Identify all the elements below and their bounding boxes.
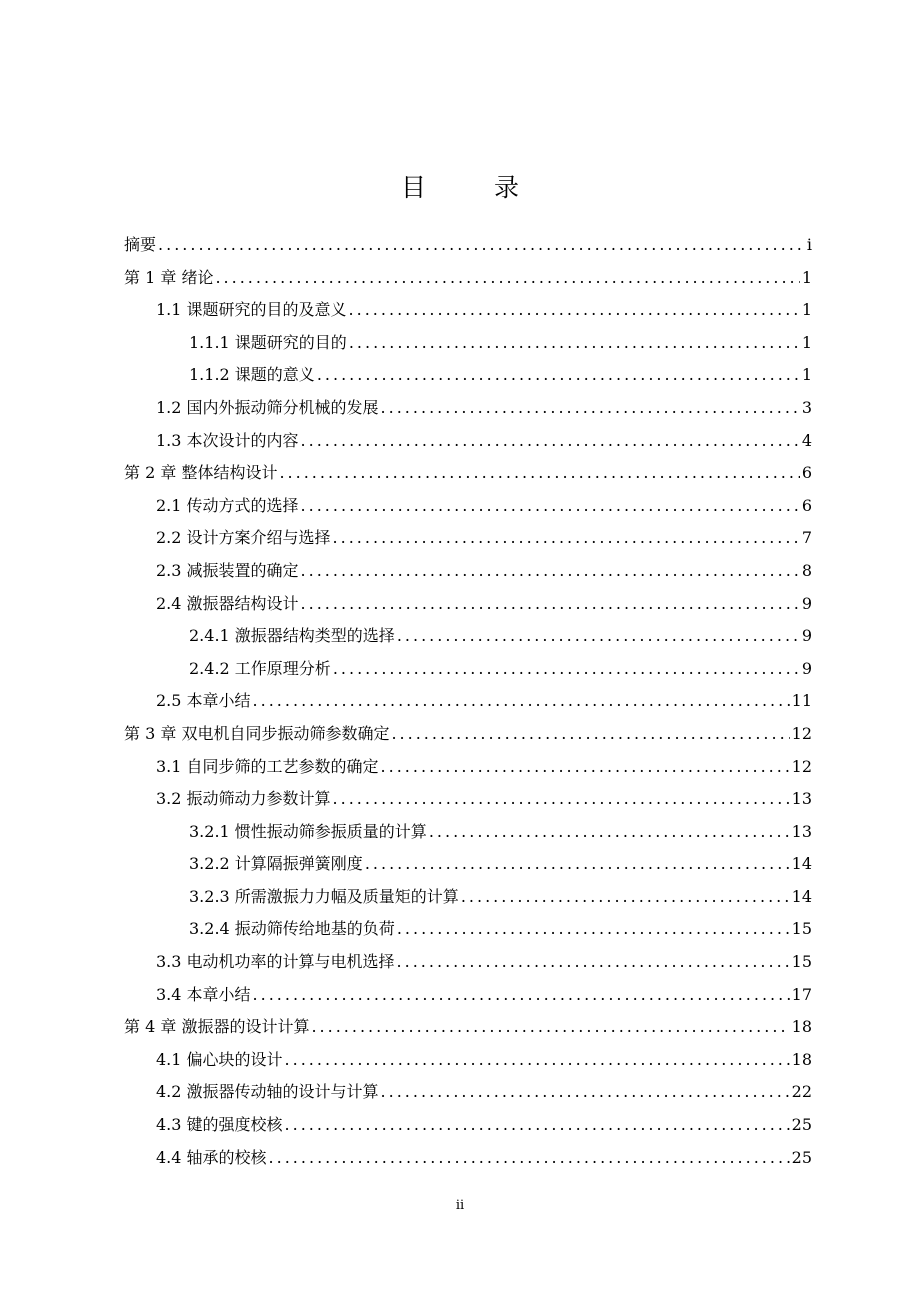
toc-entry-label: 1.2 国内外振动筛分机械的发展	[156, 397, 379, 417]
toc-entry-page: 15	[791, 919, 812, 939]
dot-leader	[301, 555, 800, 588]
dot-leader	[333, 783, 790, 816]
dot-leader	[397, 620, 800, 653]
toc-entry-label: 3.2.4 振动筛传给地基的负荷	[189, 919, 395, 939]
toc-entry[interactable]	[124, 913, 812, 946]
toc-entry-page: i	[806, 235, 812, 254]
page-title: 目 录	[401, 173, 549, 202]
toc-entry[interactable]	[124, 229, 812, 262]
toc-entry[interactable]	[124, 425, 812, 458]
toc-entry-label: 3.2.2 计算隔振弹簧刚度	[189, 854, 363, 874]
toc-entry-label: 4.1 偏心块的设计	[156, 1049, 283, 1069]
toc-entry-label: 2.4.1 激振器结构类型的选择	[189, 626, 395, 646]
toc-entry-page: 6	[801, 463, 812, 483]
toc-entry[interactable]	[124, 1109, 812, 1142]
toc-entry-page: 6	[801, 495, 812, 515]
toc-entry-page: 25	[791, 1115, 812, 1135]
toc-entry[interactable]	[124, 881, 812, 914]
toc-entry-page: 18	[791, 1049, 812, 1069]
toc-entry-page: 12	[791, 723, 812, 743]
dot-leader	[158, 229, 805, 262]
toc-entry-label: 4.3 键的强度校核	[156, 1115, 283, 1135]
toc-entry-page: 9	[801, 593, 812, 613]
toc-entry-label: 2.5 本章小结	[156, 691, 251, 711]
toc-entry-page: 1	[801, 300, 812, 320]
toc-entry[interactable]	[124, 816, 812, 849]
toc-entry[interactable]	[124, 1142, 812, 1175]
toc-entry-label: 1.3 本次设计的内容	[156, 430, 299, 450]
toc-entry-label: 3.2 振动筛动力参数计算	[156, 789, 331, 809]
toc-entry-label: 2.3 减振装置的确定	[156, 560, 299, 580]
toc-entry-label: 4.2 激振器传动轴的设计与计算	[156, 1082, 379, 1102]
toc-entry-page: 1	[801, 332, 812, 352]
toc-entry-label: 第 4 章 激振器的设计计算	[124, 1017, 310, 1037]
toc-entry-page: 8	[801, 560, 812, 580]
table-of-contents	[124, 229, 812, 1174]
dot-leader	[301, 425, 800, 458]
toc-entry-label: 2.4 激振器结构设计	[156, 593, 299, 613]
dot-leader	[317, 359, 800, 392]
toc-entry-page: 18	[791, 1017, 812, 1037]
dot-leader	[253, 979, 790, 1012]
dot-leader	[381, 1076, 790, 1109]
toc-entry[interactable]	[124, 620, 812, 653]
toc-entry-label: 3.3 电动机功率的计算与电机选择	[156, 952, 395, 972]
toc-entry-page: 12	[791, 756, 812, 776]
dot-leader	[215, 262, 799, 295]
page-number: ii	[455, 1198, 465, 1213]
toc-entry[interactable]	[124, 457, 812, 490]
dot-leader	[461, 881, 790, 914]
dot-leader	[333, 653, 800, 686]
toc-entry-label: 第 3 章 双电机自同步振动筛参数确定	[124, 723, 390, 743]
dot-leader	[381, 392, 800, 425]
toc-entry-page: 1	[801, 365, 812, 385]
toc-entry-label: 2.2 设计方案介绍与选择	[156, 528, 331, 548]
toc-entry[interactable]	[124, 327, 812, 360]
toc-entry[interactable]	[124, 979, 812, 1012]
dot-leader	[397, 946, 790, 979]
toc-entry[interactable]	[124, 1044, 812, 1077]
toc-entry-page: 25	[791, 1147, 812, 1167]
toc-entry-page: 1	[801, 267, 812, 287]
dot-leader	[311, 1011, 789, 1044]
toc-entry[interactable]	[124, 653, 812, 686]
toc-entry-label: 1.1.2 课题的意义	[189, 365, 315, 385]
toc-entry[interactable]	[124, 294, 812, 327]
toc-entry[interactable]	[124, 946, 812, 979]
toc-entry[interactable]	[124, 262, 812, 295]
dot-leader	[253, 685, 790, 718]
dot-leader	[301, 490, 800, 523]
toc-entry-page: 17	[791, 984, 812, 1004]
toc-entry-page: 13	[791, 789, 812, 809]
dot-leader	[391, 718, 789, 751]
toc-entry[interactable]	[124, 392, 812, 425]
dot-leader	[397, 913, 790, 946]
dot-leader	[301, 588, 800, 621]
toc-entry-label: 2.4.2 工作原理分析	[189, 658, 331, 678]
toc-entry-label: 1.1.1 课题研究的目的	[189, 332, 347, 352]
toc-entry[interactable]	[124, 1011, 812, 1044]
toc-entry-page: 7	[801, 528, 812, 548]
toc-entry-label: 3.1 自同步筛的工艺参数的确定	[156, 756, 379, 776]
toc-entry[interactable]	[124, 848, 812, 881]
toc-entry-page: 4	[801, 430, 812, 450]
toc-entry-page: 3	[801, 397, 812, 417]
toc-entry-page: 13	[791, 821, 812, 841]
toc-entry-label: 4.4 轴承的校核	[156, 1147, 267, 1167]
toc-entry[interactable]	[124, 359, 812, 392]
toc-entry-page: 9	[801, 658, 812, 678]
dot-leader	[365, 848, 790, 881]
toc-entry-page: 9	[801, 626, 812, 646]
dot-leader	[429, 816, 790, 849]
toc-entry[interactable]	[124, 751, 812, 784]
toc-entry[interactable]	[124, 718, 812, 751]
dot-leader	[381, 751, 790, 784]
toc-entry-page: 11	[791, 691, 812, 711]
toc-entry-label: 3.4 本章小结	[156, 984, 251, 1004]
toc-entry-label: 1.1 课题研究的目的及意义	[156, 300, 347, 320]
toc-entry[interactable]	[124, 783, 812, 816]
toc-entry-page: 22	[791, 1082, 812, 1102]
toc-entry[interactable]	[124, 588, 812, 621]
toc-entry-label: 3.2.1 惯性振动筛参振质量的计算	[189, 821, 427, 841]
toc-entry[interactable]	[124, 1076, 812, 1109]
toc-entry-label: 摘要	[124, 235, 157, 254]
dot-leader	[349, 327, 800, 360]
toc-entry-label: 3.2.3 所需激振力力幅及质量矩的计算	[189, 886, 459, 906]
dot-leader	[269, 1142, 790, 1175]
toc-entry-label: 第 2 章 整体结构设计	[124, 463, 278, 483]
toc-entry[interactable]	[124, 685, 812, 718]
dot-leader	[349, 294, 800, 327]
toc-entry-label: 2.1 传动方式的选择	[156, 495, 299, 515]
toc-entry[interactable]	[124, 490, 812, 523]
toc-entry-page: 15	[791, 952, 812, 972]
dot-leader	[285, 1109, 790, 1142]
dot-leader	[279, 457, 799, 490]
toc-entry-label: 第 1 章 绪论	[124, 267, 214, 287]
toc-entry[interactable]	[124, 555, 812, 588]
toc-entry-page: 14	[791, 854, 812, 874]
toc-entry-page: 14	[791, 886, 812, 906]
toc-entry[interactable]	[124, 522, 812, 555]
dot-leader	[285, 1044, 790, 1077]
dot-leader	[333, 522, 800, 555]
